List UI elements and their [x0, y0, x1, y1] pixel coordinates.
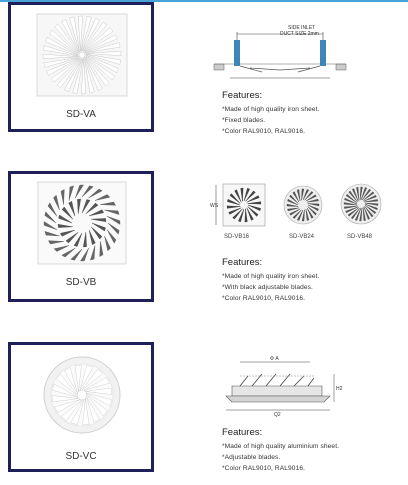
features-block-sd-vc: [222, 427, 339, 474]
square-adjustable-swirl-diffuser-icon: [37, 181, 127, 265]
side-inlet-section-drawing: [210, 18, 350, 84]
round-diffuser-section-drawing: [218, 352, 348, 418]
variant-caption: SD-VB24: [289, 234, 315, 240]
feature-line: *With black adjustable blades.: [222, 284, 313, 291]
diagram-note-line-1: SIDE INLET: [288, 25, 316, 31]
feature-line: *Color RAL9010, RAL9016.: [222, 465, 306, 472]
features-title: Features:: [222, 427, 263, 438]
dimension-label-a: Φ A: [270, 356, 279, 362]
feature-line: *Color RAL9010, RAL9016.: [222, 128, 306, 135]
variant-caption: SD-VB16: [224, 234, 250, 240]
features-block-sd-va: [222, 90, 320, 137]
variant-drawing-sd-vb16: [222, 183, 266, 227]
feature-line: *Made of high quality iron sheet.: [222, 106, 320, 113]
round-swirl-diffuser-icon: [42, 355, 122, 435]
dimension-label-h2: H2: [336, 386, 343, 392]
features-title: Features:: [222, 257, 263, 268]
feature-line: *Fixed blades.: [222, 117, 266, 124]
product-card-sd-va: [8, 2, 154, 132]
dimension-label-q2: Q2: [274, 412, 281, 418]
product-code-label: SD-VB: [65, 277, 97, 288]
variant-drawing-sd-vb48: [340, 183, 382, 225]
square-swirl-diffuser-icon: [36, 13, 128, 97]
dimension-label: WS: [210, 203, 219, 209]
feature-line: *Made of high quality aluminium sheet.: [222, 443, 340, 450]
product-code-label: SD-VC: [65, 451, 97, 462]
feature-line: *Color RAL9010, RAL9016.: [222, 295, 306, 302]
product-code-label: SD-VA: [66, 109, 96, 120]
feature-line: *Made of high quality iron sheet.: [222, 273, 320, 280]
diagram-note-line-2: DUCT SIZE 2mm: [280, 31, 319, 37]
dimension-marker: [210, 183, 220, 227]
features-title: Features:: [222, 90, 263, 101]
variant-caption: SD-VB48: [347, 234, 373, 240]
product-card-sd-vb: [8, 171, 154, 302]
features-block-sd-vb: [222, 257, 320, 304]
feature-line: *Adjustable blades.: [222, 454, 281, 461]
product-card-sd-vc: [8, 342, 154, 472]
variant-drawing-sd-vb24: [283, 185, 323, 225]
